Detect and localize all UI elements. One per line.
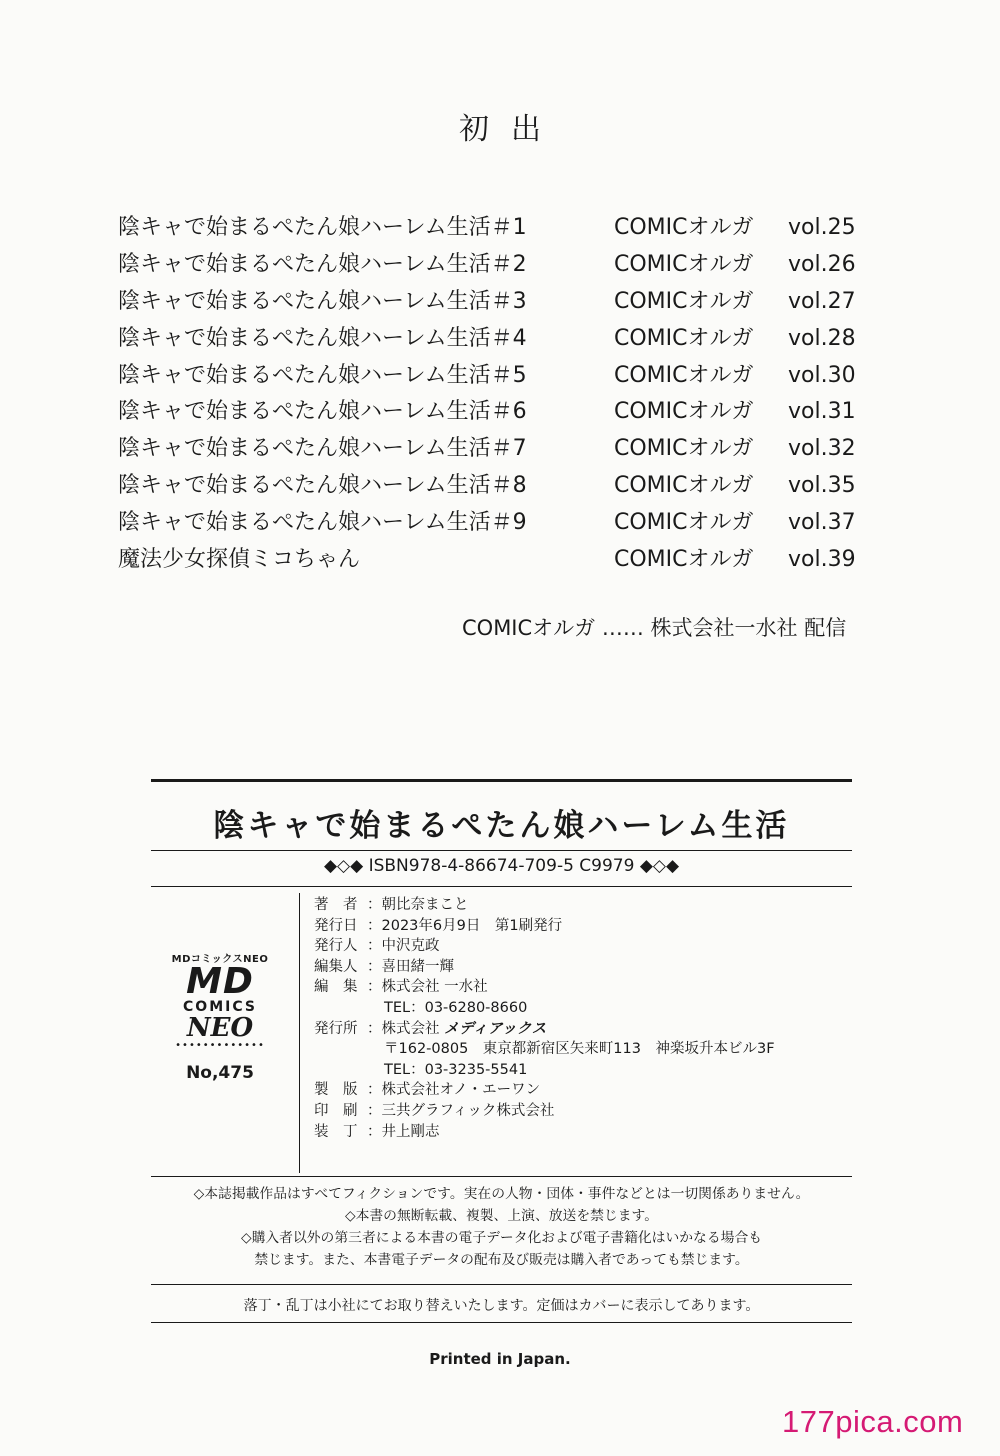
publication-row — [118, 358, 878, 395]
credit-value: ：中沢克政 — [367, 938, 440, 955]
publication-row — [118, 210, 878, 247]
notice-line: 禁じます。また、本書電子データの配布及び販売は購入者であっても禁じます。 — [254, 1252, 749, 1268]
credit-row — [314, 1122, 844, 1143]
series-logo-dots: ••••••••••••• — [175, 1040, 265, 1051]
publication-magazine: COMICオルガ — [614, 215, 754, 240]
publication-title: 陰キャで始まるぺたん娘ハーレム生活＃7 — [118, 436, 527, 462]
publication-volume: vol.28 — [788, 325, 856, 351]
credit-label: 編集人 — [314, 958, 358, 975]
credit-row — [314, 1080, 844, 1101]
publication-magazine: COMICオルガ — [614, 325, 754, 351]
notice-line: ◇本書の無断転載、複製、上演、放送を禁じます。 — [344, 1208, 659, 1224]
colophon-bottom-rule — [151, 1322, 852, 1323]
publication-volume: vol.27 — [788, 288, 856, 314]
publication-row — [118, 321, 878, 358]
replacement-note: 落丁・乱丁は小社にてお取り替えいたします。定価はカバーに表示してあります。 — [243, 1298, 760, 1314]
credit-row — [314, 936, 844, 957]
publication-row — [118, 394, 878, 431]
credit-label: 装 丁 — [314, 1123, 358, 1140]
publication-row — [118, 284, 878, 321]
credit-label: 発行所 — [314, 1020, 358, 1037]
notice-divider — [151, 1284, 852, 1285]
book-title: 陰キャで始まるぺたん娘ハーレム生活 — [213, 808, 790, 844]
publication-row — [118, 542, 878, 579]
publication-magazine: COMICオルガ — [614, 362, 754, 388]
publication-row — [118, 468, 878, 505]
credit-row — [314, 977, 844, 998]
printed-in-japan: Printed in Japan. — [429, 1350, 571, 1368]
publication-volume: vol.32 — [788, 436, 856, 462]
publication-magazine: COMICオルガ — [614, 436, 754, 462]
publication-magazine: COMICオルガ — [614, 473, 754, 499]
publication-title: 陰キャで始まるぺたん娘ハーレム生活＃5 — [118, 362, 527, 388]
credit-label: 編 集 — [314, 979, 358, 996]
credit-row — [314, 1101, 844, 1122]
credit-value: 〒162-0805 東京都新宿区矢来町113 神楽坂升本ビル3F — [384, 1041, 775, 1058]
publisher-logo: メディアックス — [444, 1020, 547, 1037]
credit-value — [367, 1019, 547, 1039]
publication-volume: vol.37 — [788, 510, 856, 536]
credit-label: 発行日 — [314, 917, 358, 934]
credit-value: ：株式会社 一水社 — [367, 979, 488, 996]
publication-title: 陰キャで始まるぺたん娘ハーレム生活＃3 — [118, 288, 527, 314]
credit-value-text: ：株式会社 — [367, 1020, 445, 1037]
series-logo-md: MD — [186, 961, 254, 1002]
publication-volume: vol.25 — [788, 215, 856, 240]
credit-row — [314, 895, 844, 916]
publication-title: 陰キャで始まるぺたん娘ハーレム生活＃6 — [118, 399, 527, 425]
credit-value: ：朝比奈まこと — [367, 897, 469, 913]
publication-magazine: COMICオルガ — [614, 288, 754, 314]
series-logo-comics: COMICS — [183, 999, 257, 1015]
credit-row — [314, 1060, 844, 1081]
series-logo-caption: MDコミックスNEO — [171, 954, 269, 965]
credit-label: 印 刷 — [314, 1102, 358, 1119]
isbn-line: ◆◇◆ ISBN978-4-86674-709-5 C9979 ◆◇◆ — [323, 856, 680, 876]
publication-volume: vol.35 — [788, 473, 856, 499]
publication-volume: vol.26 — [788, 251, 856, 277]
credit-label: 著 者 — [314, 897, 358, 913]
publication-title: 陰キャで始まるぺたん娘ハーレム生活＃9 — [118, 510, 527, 536]
publication-volume: vol.39 — [788, 547, 856, 573]
colophon-vertical-rule — [299, 893, 300, 1173]
publication-magazine: COMICオルガ — [614, 510, 754, 536]
distribution-note: COMICオルガ …… 株式会社一水社 配信 — [462, 616, 847, 640]
credit-row — [314, 916, 844, 937]
credit-value: ：喜田緒一輝 — [367, 958, 454, 975]
series-logo-neo: NEO — [186, 1013, 254, 1043]
publication-title: 陰キャで始まるぺたん娘ハーレム生活＃1 — [118, 215, 527, 240]
credit-row — [314, 1019, 844, 1040]
isbn-divider — [151, 886, 852, 887]
site-watermark: 177pica.com — [782, 1404, 964, 1439]
credit-value: ：2023年6月9日 第1刷発行 — [367, 917, 563, 934]
notice-line: ◇購入者以外の第三者による本書の電子データ化および電子書籍化はいかなる場合も — [240, 1230, 763, 1246]
credit-value: ：三共グラフィック株式会社 — [367, 1102, 555, 1119]
publication-magazine: COMICオルガ — [614, 547, 754, 573]
credit-row — [314, 998, 844, 1019]
notice-line: ◇本誌掲載作品はすべてフィクションです。実在の人物・団体・事件などとは一切関係ありません。 — [193, 1186, 810, 1202]
publication-title: 陰キャで始まるぺたん娘ハーレム生活＃8 — [118, 473, 527, 499]
publication-row — [118, 431, 878, 468]
publication-title: 魔法少女探偵ミコちゃん — [118, 547, 361, 573]
series-logo — [165, 950, 275, 1083]
publication-row — [118, 505, 878, 542]
publication-volume: vol.30 — [788, 362, 856, 388]
credit-value: TEL：03-6280-8660 — [384, 999, 528, 1016]
publication-title: 陰キャで始まるぺたん娘ハーレム生活＃2 — [118, 251, 527, 277]
title-divider — [151, 850, 852, 851]
credit-label: 製 版 — [314, 1082, 358, 1099]
credit-row — [314, 1039, 844, 1060]
page-heading: 初出 — [459, 112, 563, 147]
credits-divider — [151, 1176, 852, 1177]
credit-value: ：井上剛志 — [367, 1123, 440, 1140]
series-number: No,475 — [186, 1063, 254, 1083]
publication-row — [118, 247, 878, 284]
publication-magazine: COMICオルガ — [614, 399, 754, 425]
credit-label: 発行人 — [314, 938, 358, 955]
colophon-top-rule — [151, 779, 852, 782]
publication-magazine: COMICオルガ — [614, 251, 754, 277]
publication-list — [118, 210, 878, 579]
credit-value: TEL：03-3235-5541 — [384, 1061, 528, 1078]
publication-volume: vol.31 — [788, 399, 856, 425]
publication-title: 陰キャで始まるぺたん娘ハーレム生活＃4 — [118, 325, 527, 351]
credits-list — [314, 895, 844, 1142]
credit-value: ：株式会社オノ・エーワン — [367, 1082, 541, 1099]
credit-row — [314, 957, 844, 978]
